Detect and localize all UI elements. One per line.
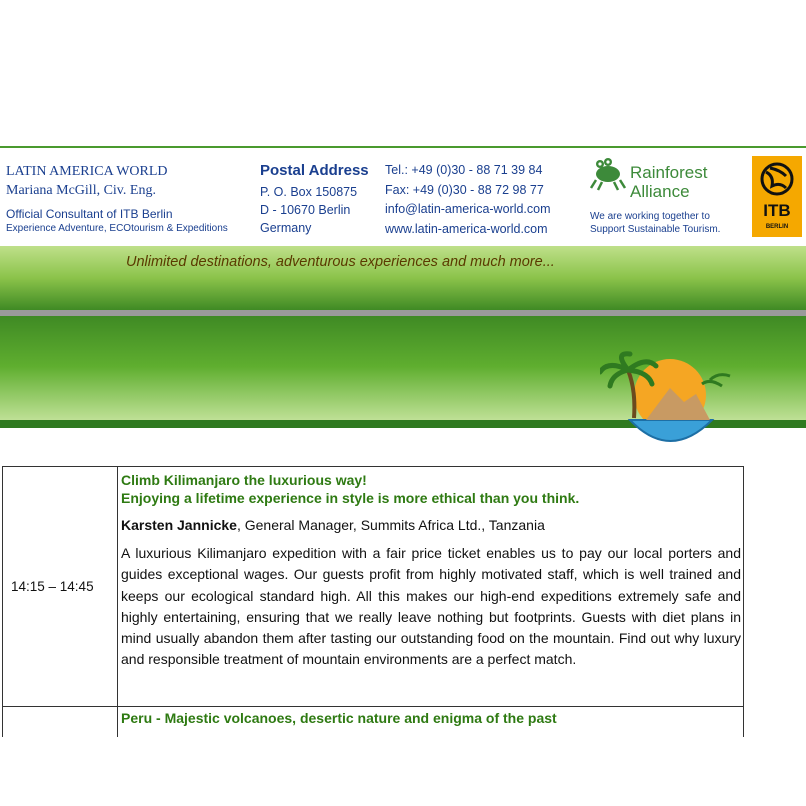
frog-logo-icon	[588, 152, 628, 192]
contact-tel: Tel.: +49 (0)30 - 88 71 39 84	[385, 163, 543, 177]
speaker-name: Karsten Jannicke	[121, 517, 237, 533]
tropical-island-icon	[600, 350, 740, 455]
company-block	[6, 163, 228, 235]
postal-heading: Postal Address	[260, 162, 369, 179]
session-content	[121, 471, 741, 671]
company-person: Mariana McGill, Civ. Eng.	[6, 183, 156, 198]
rainforest-alliance-logo	[630, 163, 707, 201]
next-session-title: Peru - Majestic volcanoes, desertic nature and enigma of the past	[121, 710, 557, 726]
session-time: 14:15 – 14:45	[11, 579, 94, 594]
rainforest-name-1: Rainforest	[630, 163, 708, 182]
session-title: Climb Kilimanjaro the luxurious way!	[121, 472, 367, 488]
banner-tagline: Unlimited destinations, adventurous experiences and much more...	[126, 254, 555, 270]
contact-block	[385, 161, 551, 239]
contact-web-link[interactable]: www.latin-america-world.com	[385, 221, 548, 236]
itb-label: ITB	[763, 201, 791, 220]
speaker-role: , General Manager, Summits Africa Ltd., Tanzania	[236, 517, 545, 533]
postal-line-2: D - 10670 Berlin	[260, 203, 351, 217]
rainforest-name-2: Alliance	[630, 182, 690, 201]
session-speaker	[121, 516, 741, 534]
rainforest-sub-1: We are working together to	[590, 211, 710, 222]
table-column-divider	[117, 467, 118, 737]
company-tagline: Experience Adventure, ECOtourism & Expeditions	[6, 223, 228, 234]
session-description: A luxurious Kilimanjaro expedition with a fair price ticket enables us to pay our local porters and guides exceptional wages. Our guests profit from highly motivated staff, which is well trained and keeps our ecological standard high. All this makes our high-end expeditions extremely safe and highly entertaining, ensuring that we really leave nothing but footprints. Guests with diet plans in mind usually abandon them after tasting our outstanding food on the mountain. Find out why luxury and responsible treatment of mountain environments are a perfect match.	[121, 545, 741, 668]
postal-line-1: P. O. Box 150875	[260, 185, 358, 199]
itb-globe-icon	[752, 156, 802, 237]
itb-berlin-logo	[752, 156, 802, 237]
company-name: LATIN AMERICA WORLD	[6, 164, 168, 179]
postal-line-3: Germany	[260, 221, 312, 235]
company-role: Official Consultant of ITB Berlin	[6, 207, 173, 221]
table-row-divider	[3, 706, 743, 707]
contact-email-link[interactable]: info@latin-america-world.com	[385, 202, 551, 216]
session-subtitle: Enjoying a lifetime experience in style is more ethical than you think.	[121, 490, 580, 506]
rainforest-sub-2: Support Sustainable Tourism.	[590, 224, 721, 235]
schedule-table	[2, 466, 744, 737]
postal-address-block	[260, 161, 369, 247]
rainforest-subtitle	[590, 210, 720, 236]
header-top-rule	[0, 146, 806, 148]
contact-fax: Fax: +49 (0)30 - 88 72 98 77	[385, 182, 544, 197]
itb-sub-label: BERLIN	[765, 224, 789, 230]
